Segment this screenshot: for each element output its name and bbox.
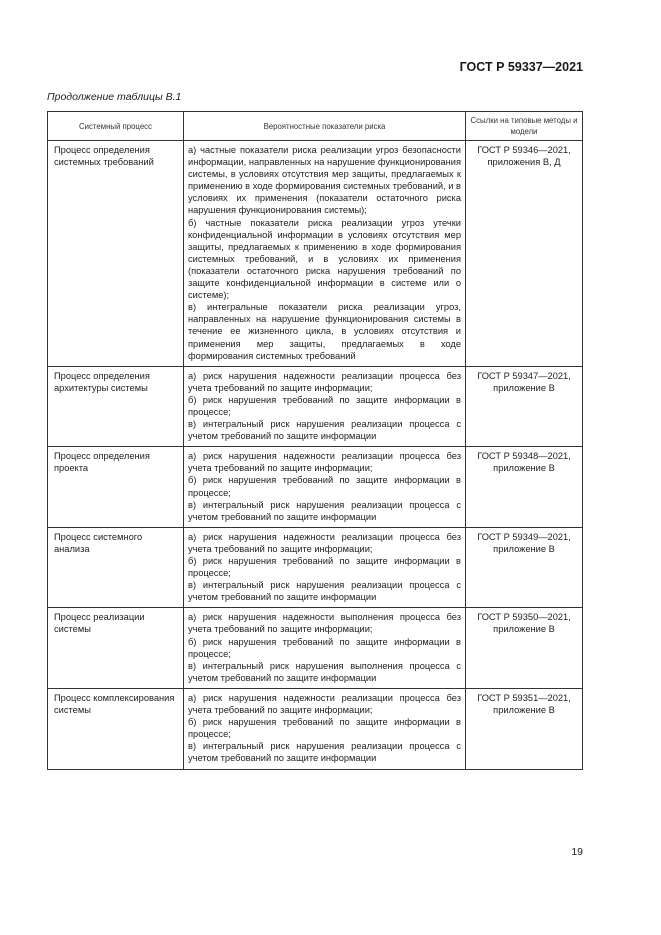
reference-cell: ГОСТ Р 59348—2021, приложение В xyxy=(466,447,583,528)
risk-item: а) риск нарушения надежности реализации процесса без учета требований по защите информации; xyxy=(188,692,461,716)
risk-cell xyxy=(184,608,466,689)
risk-item: б) риск нарушения требований по защите информации в процессе; xyxy=(188,394,461,417)
column-header-risk: Вероятностные показатели риска xyxy=(184,112,466,141)
process-cell: Процесс реализации системы xyxy=(48,608,184,689)
process-cell: Процесс определения архитектуры системы xyxy=(48,366,184,447)
risk-table xyxy=(47,111,583,770)
risk-item: б) частные показатели риска реализации угроз утечки конфиденциальной информации в условиях отсутствия мер защиты, предлагаемых к применению в ходе формирования системных требований, и в условиях их применения (показатели остаточного риска нарушения требований по защите конфиденциальной информации в системе или о системе); xyxy=(188,217,461,301)
risk-item: б) риск нарушения требований по защите информации в процессе; xyxy=(188,475,461,498)
risk-cell xyxy=(184,527,466,608)
table-caption: Продолжение таблицы В.1 xyxy=(47,91,182,103)
reference-cell: ГОСТ Р 59349—2021, приложение В xyxy=(466,527,583,608)
risk-item: а) риск нарушения надежности реализации процесса без учета требований по защите информации; xyxy=(188,451,461,474)
process-cell: Процесс определения проекта xyxy=(48,447,184,528)
reference-cell: ГОСТ Р 59347—2021, приложение В xyxy=(466,366,583,447)
risk-item: б) риск нарушения требований по защите информации в процессе; xyxy=(188,556,461,579)
risk-cell xyxy=(184,447,466,528)
risk-item: б) риск нарушения требований по защите информации в процессе; xyxy=(188,636,461,659)
column-header-process: Системный процесс xyxy=(48,112,184,141)
table-row xyxy=(48,688,583,769)
table-row xyxy=(48,527,583,608)
reference-cell: ГОСТ Р 59346—2021, приложения В, Д xyxy=(466,141,583,367)
process-cell: Процесс определения системных требований xyxy=(48,141,184,367)
risk-item: в) интегральный риск нарушения реализации процесса с учетом требований по защите информации xyxy=(188,419,461,442)
reference-cell: ГОСТ Р 59350—2021, приложение В xyxy=(466,608,583,689)
reference-cell: ГОСТ Р 59351—2021, приложение В xyxy=(466,688,583,769)
column-header-refs: Ссылки на типовые методы и модели xyxy=(466,112,583,141)
risk-item: в) интегральный риск нарушения реализации процесса с учетом требований по защите информации xyxy=(188,580,461,603)
process-cell: Процесс системного анализа xyxy=(48,527,184,608)
risk-item: а) риск нарушения надежности выполнения процесса без учета требований по защите информации; xyxy=(188,612,461,635)
standard-code: ГОСТ Р 59337—2021 xyxy=(459,60,583,74)
risk-cell xyxy=(184,366,466,447)
risk-cell xyxy=(184,141,466,367)
risk-item: в) интегральный риск нарушения реализации процесса с учетом требований по защите информации xyxy=(188,499,461,522)
table-row xyxy=(48,141,583,367)
page-number: 19 xyxy=(571,846,583,858)
process-cell: Процесс комплексирования системы xyxy=(48,688,184,769)
risk-item: а) частные показатели риска реализации угроз безопасности информации, направленных на нарушение функционирования системы, в условиях отсутствия мер защиты, предлагаемых к применению в ходе формирования системных требований, и в условиях их применения (показатели остаточного риска нарушения функционирования системы); xyxy=(188,145,461,216)
risk-item: б) риск нарушения требований по защите информации в процессе; xyxy=(188,717,461,740)
risk-item: в) интегральный риск нарушения выполнения процесса с учетом требований по защите информации xyxy=(188,660,461,683)
risk-item: в) интегральные показатели риска реализации угроз, направленных на нарушение функционирования системы в течение ее жизненного цикла, в условиях отсутствия и применения мер защиты, предлагаемых в ходе формирования системных требований xyxy=(188,302,461,361)
risk-item: в) интегральный риск нарушения реализации процесса с учетом требований по защите информации xyxy=(188,741,461,764)
risk-cell xyxy=(184,688,466,769)
table-row xyxy=(48,366,583,447)
table-row xyxy=(48,608,583,689)
risk-item: а) риск нарушения надежности реализации процесса без учета требований по защите информации; xyxy=(188,370,461,393)
risk-item: а) риск нарушения надежности реализации процесса без учета требований по защите информации; xyxy=(188,531,461,554)
table-row xyxy=(48,447,583,528)
table-header-row xyxy=(48,112,583,141)
